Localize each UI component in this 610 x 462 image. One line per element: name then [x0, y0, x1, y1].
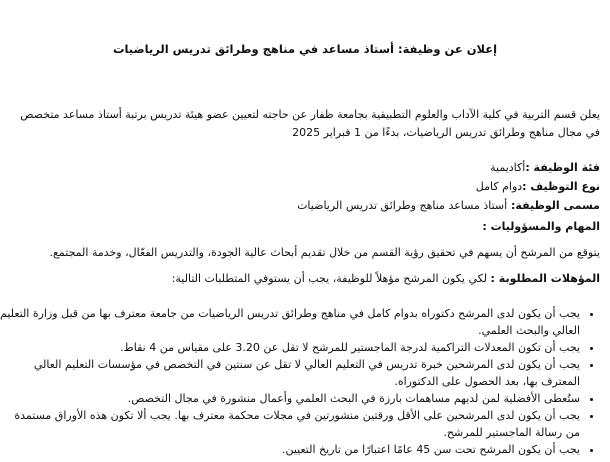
field-value: أستاذ مساعد مناهج وطرائق تدريس الرياضيات — [297, 199, 508, 212]
list-item: • يجب أن يكون المرشح تحت سن 45 عامًا اعتبارًا من تاريخ التعيين. — [0, 441, 580, 458]
document-title: إعلان عن وظيفة: أستاذ مساعد في مناهج وطرائق تدريس الرياضيات — [112, 42, 498, 56]
requirements-list — [0, 305, 602, 458]
qualifications-line — [172, 272, 600, 285]
intro-paragraph: يعلن قسم التربية في كلية الآداب والعلوم التطبيقية بجامعة ظفار عن حاجته لتعيين عضو هيئة تدريس برتبة أستاذ مساعد متخصص في مجال مناهج وطرائق تدريس الرياضيات، بدءًا من 1 فبراير 2025 — [20, 108, 600, 139]
field-label: نوع التوظيف : — [522, 180, 600, 193]
qualifications-intro: لكي يكون المرشح مؤهلاً للوظيفة، يجب أن يستوفي المتطلبات التالية: — [171, 272, 491, 285]
field-value: دوام كامل — [475, 180, 523, 193]
list-item: • يجب أن يكون لدى المرشح دكتوراه بدوام كامل في مناهج وطرائق تدريس الرياضيات من جامعة معترف بها من قبل وزارة التعليم العالي والبحث العلمي. — [0, 305, 580, 339]
duties-text: يتوقع من المرشح أن يسهم في تحقيق رؤية القسم من خلال تقديم أبحاث عالية الجودة، والتدريس الفعّال، وخدمة المجتمع. — [49, 246, 600, 259]
list-item: • ستُعطى الأفضلية لمن لديهم مساهمات بارزة في البحث العلمي وأعمال منشورة في مجال التخصص. — [0, 390, 580, 407]
field-label: فئة الوظيفة : — [525, 161, 600, 174]
field-job-category — [297, 158, 600, 177]
list-item: • يجب أن يكون لدى المرشحين على الأقل ورقتين منشورتين في مجلات محكمة معترف بها. يجب ألا تكون هذه الأوراق مستمدة من رسالة الماجستير للمرشح. — [0, 407, 580, 441]
field-label: مسمى الوظيفة: — [507, 199, 600, 212]
list-item: • يجب أن تكون المعدلات التراكمية لدرجة الماجستير للمرشح لا تقل عن 3.20 على مقياس من 4 نقاط. — [0, 339, 580, 356]
qualifications-label: المؤهلات المطلوبة : — [490, 272, 600, 285]
field-job-title — [297, 196, 600, 215]
field-value: أكاديمية — [490, 161, 526, 174]
job-fields — [297, 158, 600, 215]
duties-heading: المهام والمسؤوليات : — [482, 220, 600, 233]
field-employment-type — [297, 177, 600, 196]
list-item: • يجب أن يكون لدى المرشحين خبرة تدريس في التعليم العالي لا تقل عن سنتين في التخصص في مؤسسات التعليم العالي المعترف بها، بعد الحصول على الدكتوراه. — [0, 356, 580, 390]
